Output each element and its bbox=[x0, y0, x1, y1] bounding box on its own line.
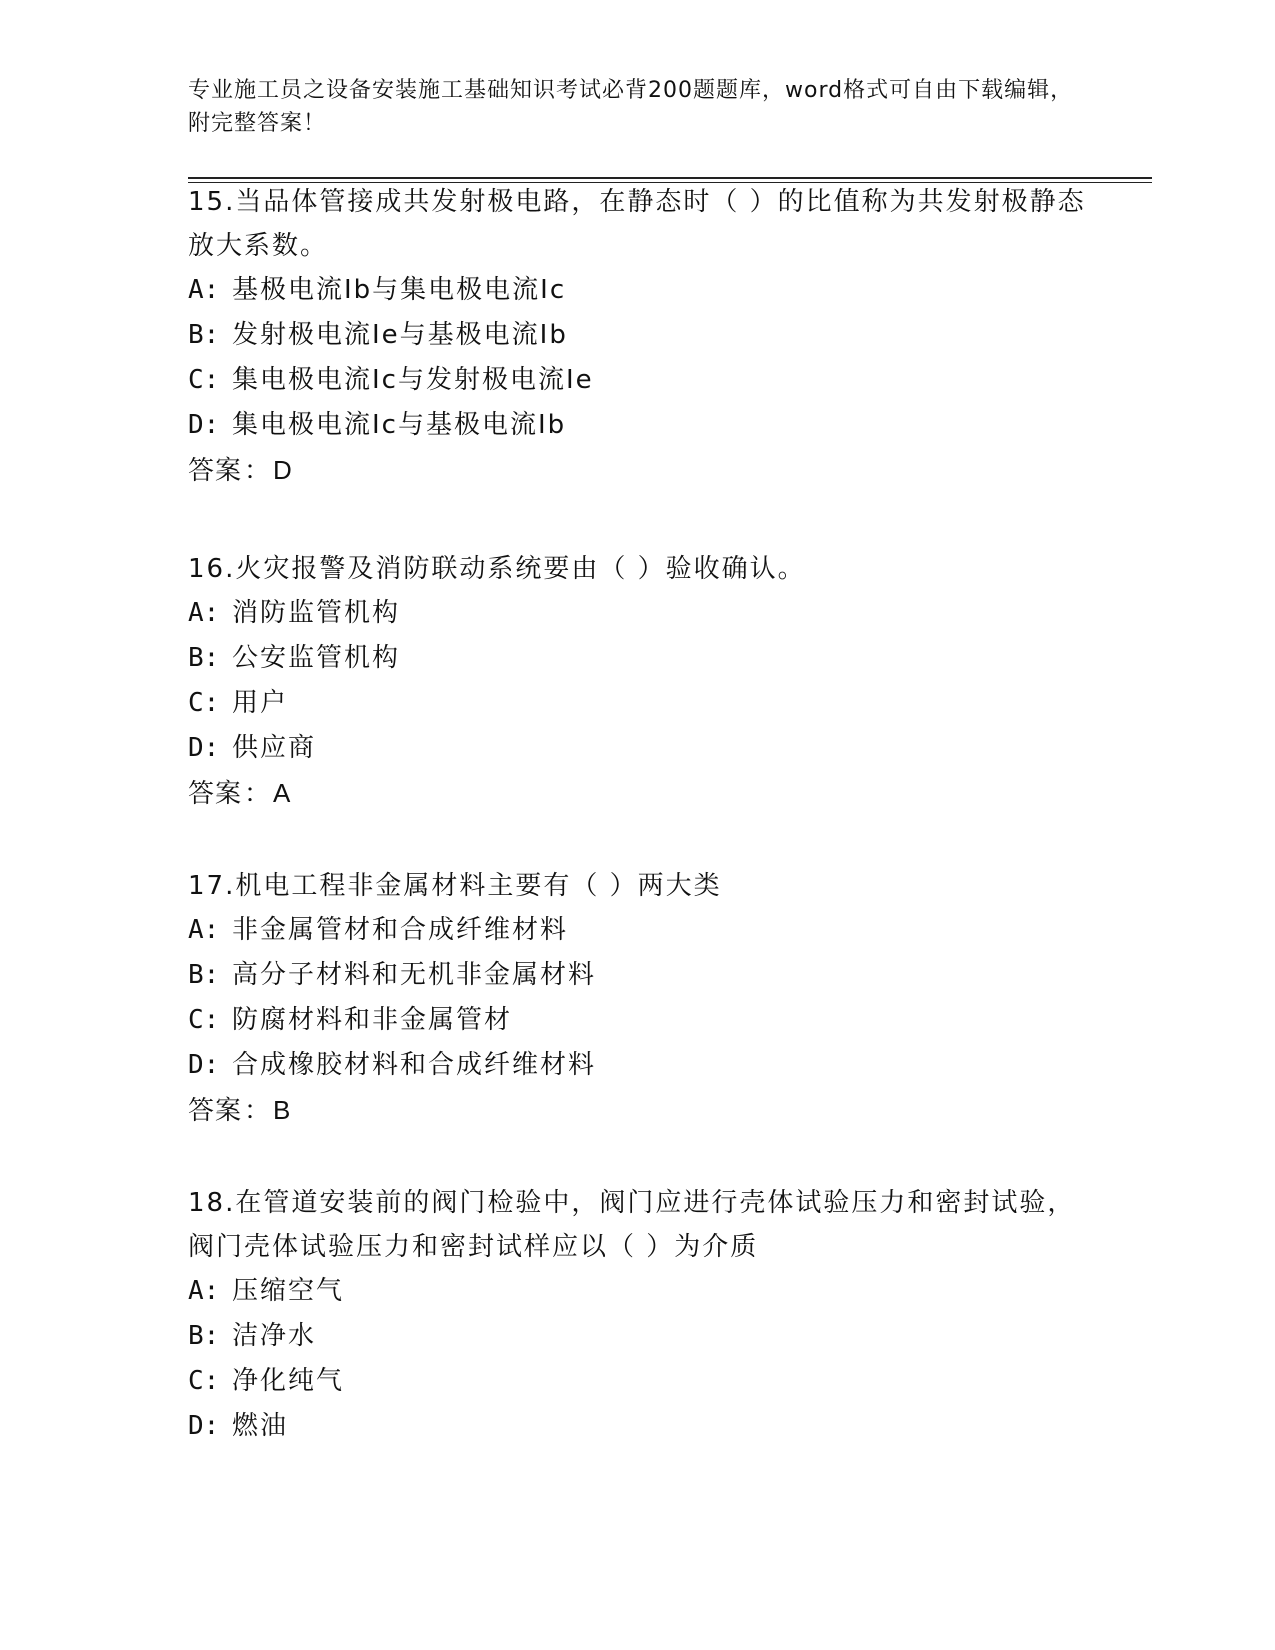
answer-separator: ： bbox=[244, 455, 272, 485]
option-letter: A: bbox=[188, 1276, 220, 1306]
option-text: 洁净水 bbox=[232, 1321, 317, 1351]
option-letter: D: bbox=[188, 410, 220, 440]
option-letter: A: bbox=[188, 275, 220, 305]
option-text: 基极电流Ib与集电极电流Ic bbox=[232, 275, 567, 305]
answer-line bbox=[188, 771, 1088, 816]
option-text: 集电极电流Ic与基极电流Ib bbox=[232, 410, 567, 440]
option-a bbox=[188, 1269, 1088, 1314]
option-letter: B: bbox=[188, 320, 220, 350]
option-b bbox=[188, 636, 1088, 681]
option-letter: B: bbox=[188, 643, 220, 673]
question-text: 当品体管接成共发射极电路，在静态时（ ）的比值称为共发射极静态放大系数。 bbox=[188, 187, 1086, 261]
option-c bbox=[188, 681, 1088, 726]
option-letter: D: bbox=[188, 733, 220, 763]
option-letter: C: bbox=[188, 365, 220, 395]
question-stem bbox=[188, 547, 1088, 591]
header-divider-thick bbox=[188, 177, 1152, 179]
question-number: 15. bbox=[188, 187, 236, 217]
question-stem bbox=[188, 180, 1088, 268]
option-a bbox=[188, 908, 1088, 953]
answer-separator: ： bbox=[244, 1095, 272, 1125]
question-number: 16. bbox=[188, 554, 236, 584]
answer-value: B bbox=[273, 1095, 292, 1125]
page-header bbox=[188, 74, 1088, 140]
question-17 bbox=[188, 864, 1088, 1133]
option-text: 集电极电流Ic与发射极电流Ie bbox=[232, 365, 594, 395]
answer-separator: ： bbox=[244, 778, 272, 808]
question-text: 在管道安装前的阀门检验中，阀门应进行壳体试验压力和密封试验，阀门壳体试验压力和密封试样应以（ ）为介质 bbox=[188, 1188, 1076, 1262]
option-letter: C: bbox=[188, 688, 220, 718]
option-c bbox=[188, 998, 1088, 1043]
option-text: 用户 bbox=[232, 688, 289, 718]
option-letter: A: bbox=[188, 598, 220, 628]
option-b bbox=[188, 1314, 1088, 1359]
option-text: 燃油 bbox=[232, 1411, 289, 1441]
option-d bbox=[188, 726, 1088, 771]
answer-line bbox=[188, 1088, 1088, 1133]
option-text: 非金属管材和合成纤维材料 bbox=[232, 915, 569, 945]
question-number: 17. bbox=[188, 871, 236, 901]
option-text: 合成橡胶材料和合成纤维材料 bbox=[232, 1050, 597, 1080]
question-stem bbox=[188, 864, 1088, 908]
option-list bbox=[188, 591, 1088, 771]
option-letter: D: bbox=[188, 1411, 220, 1441]
option-b bbox=[188, 313, 1088, 358]
option-text: 供应商 bbox=[232, 733, 317, 763]
answer-label: 答案 bbox=[188, 778, 243, 808]
option-text: 高分子材料和无机非金属材料 bbox=[232, 960, 597, 990]
option-text: 压缩空气 bbox=[232, 1276, 345, 1306]
question-text: 火灾报警及消防联动系统要由（ ）验收确认。 bbox=[235, 554, 806, 584]
option-text: 发射极电流Ie与基极电流Ib bbox=[232, 320, 568, 350]
option-letter: B: bbox=[188, 960, 220, 990]
option-d bbox=[188, 1404, 1088, 1449]
option-c bbox=[188, 358, 1088, 403]
answer-line bbox=[188, 448, 1088, 493]
option-letter: C: bbox=[188, 1366, 220, 1396]
question-15 bbox=[188, 180, 1088, 493]
option-a bbox=[188, 591, 1088, 636]
answer-value: A bbox=[273, 778, 292, 808]
option-b bbox=[188, 953, 1088, 998]
answer-label: 答案 bbox=[188, 1095, 243, 1125]
question-18 bbox=[188, 1181, 1088, 1449]
option-list bbox=[188, 908, 1088, 1088]
option-list bbox=[188, 1269, 1088, 1449]
option-letter: B: bbox=[188, 1321, 220, 1351]
option-text: 公安监管机构 bbox=[232, 643, 401, 673]
document-title: 专业施工员之设备安装施工基础知识考试必背200题题库，word格式可自由下载编辑，附完整答案！ bbox=[188, 78, 1074, 136]
question-text: 机电工程非金属材料主要有（ ）两大类 bbox=[235, 871, 722, 901]
option-d bbox=[188, 1043, 1088, 1088]
option-c bbox=[188, 1359, 1088, 1404]
question-stem bbox=[188, 1181, 1088, 1269]
option-a bbox=[188, 268, 1088, 313]
option-letter: A: bbox=[188, 915, 220, 945]
option-text: 防腐材料和非金属管材 bbox=[232, 1005, 513, 1035]
option-text: 消防监管机构 bbox=[232, 598, 401, 628]
option-letter: D: bbox=[188, 1050, 220, 1080]
option-list bbox=[188, 268, 1088, 448]
question-16 bbox=[188, 547, 1088, 816]
option-d bbox=[188, 403, 1088, 448]
question-number: 18. bbox=[188, 1188, 236, 1218]
option-text: 净化纯气 bbox=[232, 1366, 345, 1396]
answer-value: D bbox=[273, 455, 293, 485]
answer-label: 答案 bbox=[188, 455, 243, 485]
option-letter: C: bbox=[188, 1005, 220, 1035]
